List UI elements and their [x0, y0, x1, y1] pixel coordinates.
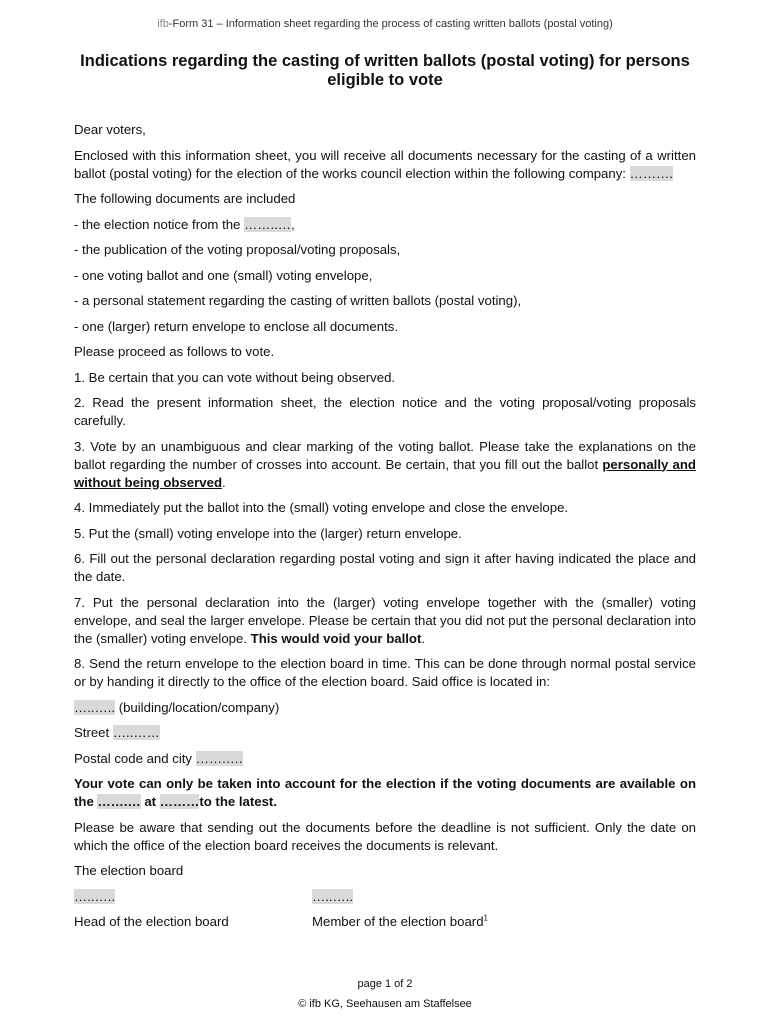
- signature-placeholders: [74, 888, 696, 906]
- page-number: page 1 of 2: [357, 978, 413, 990]
- step-7: 7. Put the personal declaration into the (larger) voting envelope together with the (smaller) voting envelope, and seal the larger envelope. Please be certain that you did not put the personal declaration into the (smaller) voting envelope. This would void your ballot.: [74, 594, 696, 646]
- copyright: © ifb KG, Seehausen am Staffelsee: [298, 998, 472, 1010]
- step-7-warning: This would void your ballot: [250, 630, 422, 646]
- doc-item-3: - one voting ballot and one (small) voting envelope,: [74, 267, 373, 283]
- step-5: 5. Put the (small) voting envelope into the (larger) return envelope.: [74, 525, 462, 541]
- doc-item-1: - the election notice from the ……..…,: [74, 216, 295, 232]
- step-6: 6. Fill out the personal declaration regarding postal voting and sign it after having indicated the place and the date.: [74, 551, 696, 584]
- head-name-placeholder[interactable]: …..…..: [74, 888, 116, 904]
- notice-paragraph: Please be aware that sending out the documents before the deadline is not sufficient. Only the date on which the office of the election board receives the documents is relevant.: [74, 819, 696, 853]
- document-body: [74, 121, 696, 939]
- street-placeholder[interactable]: …..……: [112, 725, 160, 740]
- step-4: 4. Immediately put the ballot into the (small) voting envelope and close the envelope.: [74, 500, 569, 515]
- postal-line: Postal code and city …….….: [74, 750, 243, 766]
- board-label: The election board: [74, 863, 184, 878]
- step-3-emphasis: personally and without being observed: [74, 456, 696, 490]
- proceed-text: Please proceed as follows to vote.: [74, 344, 275, 359]
- form-header: [0, 18, 770, 30]
- doc-item-4: - a personal statement regarding the casting of written ballots (postal voting),: [74, 293, 522, 308]
- location-line: …..….. (building/location/company): [74, 699, 280, 715]
- deadline-date-placeholder[interactable]: …….…: [97, 794, 141, 809]
- doc-item-2: - the publication of the voting proposal/voting proposals,: [74, 242, 401, 257]
- deadline-paragraph: Your vote can only be taken into account for the election if the voting documents are available on the …….… at ………to the latest.: [74, 776, 696, 809]
- head-label: Head of the election board: [74, 914, 229, 929]
- page-title: Indications regarding the casting of written ballots (postal voting) for persons eligible to vote: [80, 52, 690, 89]
- date-placeholder[interactable]: ……..…: [244, 216, 291, 232]
- doc-item-5: - one (larger) return envelope to enclose all documents.: [74, 318, 399, 334]
- header-ifb: ifb: [157, 18, 169, 30]
- street-line: Street …..……: [74, 725, 160, 740]
- postal-placeholder[interactable]: …….….: [195, 750, 243, 766]
- greeting: Dear voters,: [74, 122, 146, 137]
- company-placeholder[interactable]: ……….: [629, 165, 673, 181]
- signature-labels: [74, 913, 696, 931]
- intro-paragraph: Enclosed with this information sheet, you will receive all documents necessary for the casting of a written ballot (postal voting) for the election of the works council election within the following company: ……….: [74, 147, 696, 181]
- step-8: 8. Send the return envelope to the election board in time. This can be done through normal postal service or by handing it directly to the office of the election board. Said office is located in:: [74, 656, 696, 689]
- step-1: 1. Be certain that you can vote without being observed.: [74, 369, 396, 385]
- location-placeholder[interactable]: …..…..: [74, 699, 116, 715]
- deadline-time-placeholder[interactable]: ………: [159, 794, 200, 809]
- member-label: Member of the election board$^1$: [312, 913, 488, 929]
- header-text: -Form 31 – Information sheet regarding the process of casting written ballots (postal voting): [168, 18, 613, 30]
- step-2: 2. Read the present information sheet, the election notice and the voting proposal/voting proposals carefully.: [74, 395, 696, 428]
- footnote-mark: 1: [483, 913, 488, 923]
- docs-heading: The following documents are included: [74, 191, 296, 206]
- step-3: 3. Vote by an unambiguous and clear marking of the voting ballot. Please take the explanations on the ballot regarding the number of crosses into account. Be certain, that you fill out the ballot personally and without being observed.: [74, 438, 696, 490]
- member-name-placeholder[interactable]: …..…..: [312, 888, 354, 904]
